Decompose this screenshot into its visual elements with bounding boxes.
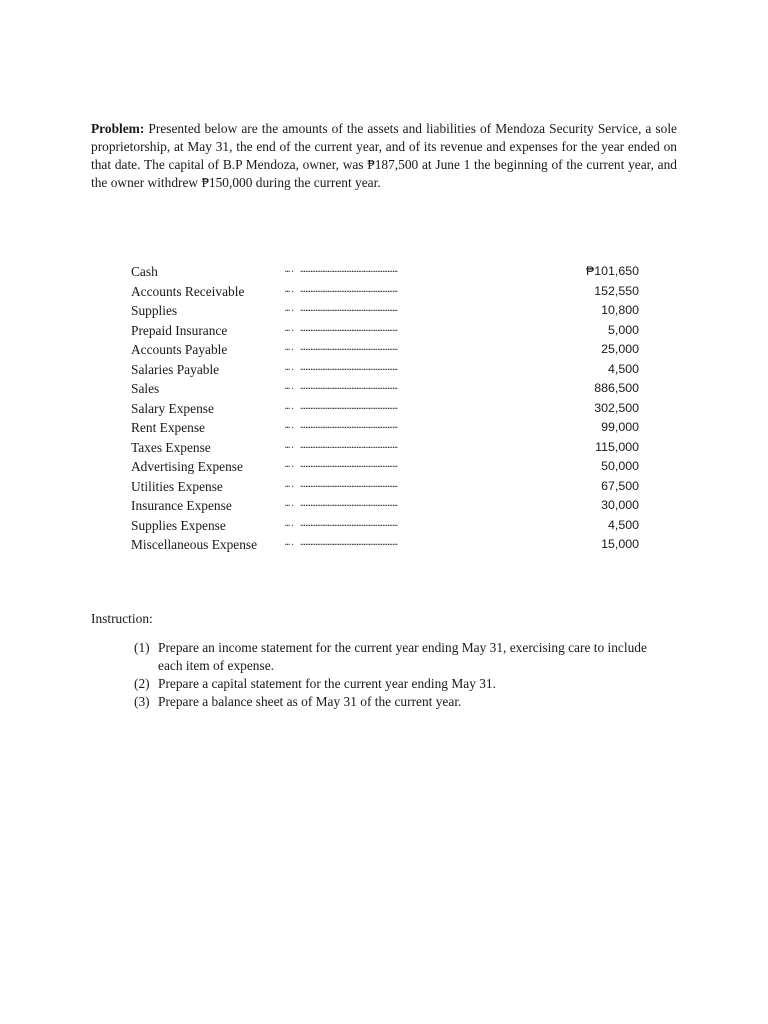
- leader-dots: …. …………………………………………………: [285, 264, 398, 274]
- instruction-text: Prepare an income statement for the current year ending May 31, exercising care to include each item of expense.: [158, 640, 647, 673]
- leader-dots: …. …………………………………………………: [285, 400, 398, 411]
- account-name: Taxes Expense: [131, 439, 211, 455]
- account-amount: 50,000: [601, 459, 639, 473]
- account-amount: 152,550: [594, 283, 639, 298]
- account-name: Supplies Expense: [131, 517, 226, 533]
- account-name: Supplies: [131, 303, 178, 318]
- account-name: Salaries Payable: [131, 361, 220, 377]
- leader-dots: …. …………………………………………………: [285, 478, 398, 489]
- account-amount: 99,000: [601, 420, 639, 434]
- account-amount: 10,800: [601, 303, 639, 317]
- instruction-number: (2): [134, 676, 150, 691]
- account-name: Advertising Expense: [131, 459, 243, 474]
- problem-paragraph: [91, 120, 677, 192]
- account-amount: 886,500: [594, 381, 639, 395]
- instruction-number: (3): [134, 694, 150, 709]
- account-amount: 4,500: [607, 361, 639, 376]
- account-amount: 115,000: [595, 439, 639, 454]
- leader-dots: …. …………………………………………………: [285, 322, 398, 333]
- leader-dots: …. …………………………………………………: [285, 459, 398, 469]
- account-amount: 30,000: [601, 498, 639, 512]
- account-list: [131, 262, 639, 555]
- account-name: Prepaid Insurance: [131, 322, 228, 338]
- account-name: Salary Expense: [131, 400, 214, 416]
- instruction-item: [134, 675, 654, 693]
- instruction-text: Prepare a balance sheet as of May 31 of the current year.: [158, 694, 462, 709]
- problem-text: Presented below are the amounts of the assets and liabilities of Mendoza Security Service, a sole proprietorship, at May 31, the end of the current year, and of its revenue and expenses for the year ended on that date. The capital of B.P Mendoza, owner, was ₱187,500 at June 1 the beginning of the current year, and the owner withdrew ₱150,000 during the current year.: [91, 121, 677, 190]
- instruction-item: [134, 693, 654, 711]
- instruction-number: (1): [134, 640, 150, 655]
- account-name: Rent Expense: [131, 420, 206, 435]
- account-amount: ₱101,650: [585, 264, 639, 278]
- account-amount: 4,500: [607, 517, 639, 532]
- instruction-item: [134, 639, 654, 675]
- account-amount: 15,000: [601, 537, 639, 551]
- instruction-text: Prepare a capital statement for the current year ending May 31.: [158, 676, 496, 691]
- problem-lead: Problem:: [91, 121, 145, 136]
- leader-dots: …. …………………………………………………: [285, 498, 398, 508]
- leader-dots: …. …………………………………………………: [285, 361, 398, 372]
- account-name: Cash: [131, 264, 158, 279]
- account-name: Accounts Receivable: [131, 283, 245, 299]
- account-amount: 302,500: [594, 400, 639, 415]
- account-row: [131, 535, 639, 555]
- leader-dots: …. …………………………………………………: [285, 517, 398, 528]
- instruction-list: [134, 639, 654, 711]
- leader-dots: …. …………………………………………………: [285, 537, 398, 547]
- account-name: Miscellaneous Expense: [131, 537, 258, 552]
- account-name: Utilities Expense: [131, 478, 223, 494]
- leader-dots: …. …………………………………………………: [285, 342, 398, 352]
- leader-dots: …. …………………………………………………: [285, 303, 398, 313]
- account-name: Insurance Expense: [131, 498, 232, 513]
- leader-dots: …. …………………………………………………: [285, 439, 398, 450]
- account-amount: 67,500: [601, 478, 639, 493]
- leader-dots: …. …………………………………………………: [285, 283, 398, 294]
- account-name: Sales: [131, 381, 160, 396]
- account-name: Accounts Payable: [131, 342, 228, 357]
- leader-dots: …. …………………………………………………: [285, 420, 398, 430]
- account-amount: 5,000: [607, 322, 639, 337]
- leader-dots: …. …………………………………………………: [285, 381, 398, 391]
- account-amount: 25,000: [601, 342, 639, 356]
- instruction-heading: Instruction:: [91, 611, 153, 626]
